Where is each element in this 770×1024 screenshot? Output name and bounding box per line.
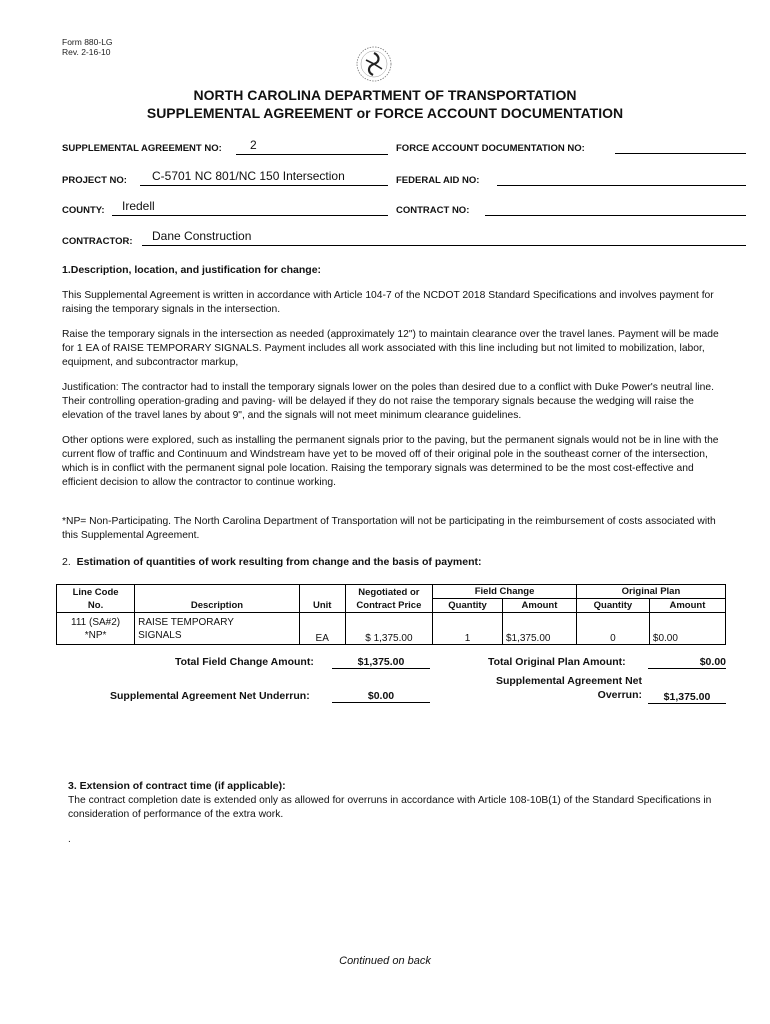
total-original-plan-value: $0.00 <box>648 656 726 669</box>
total-field-change-label: Total Field Change Amount: <box>175 656 314 668</box>
county-value: Iredell <box>122 199 155 213</box>
section3-dot: . <box>68 834 71 845</box>
col-fc-amount-header: Amount <box>502 599 576 613</box>
net-underrun-value: $0.00 <box>332 690 430 703</box>
fa-doc-field[interactable] <box>615 153 746 154</box>
cell-price: $ 1,375.00 <box>345 613 433 645</box>
county-field[interactable] <box>112 199 388 216</box>
description-line-2: SIGNALS <box>138 630 182 641</box>
col-line-code-header-2: No. <box>57 599 135 613</box>
col-field-change-header: Field Change <box>433 585 577 599</box>
cell-description <box>135 613 300 645</box>
ncdot-seal-icon <box>354 44 394 84</box>
description-line-1: RAISE TEMPORARY <box>138 617 234 628</box>
federal-aid-field[interactable] <box>497 185 746 186</box>
line-code-value: 111 (SA#2) <box>71 617 121 628</box>
col-description-spacer <box>135 585 300 599</box>
continued-on-back: Continued on back <box>339 955 431 967</box>
col-unit-spacer <box>299 585 345 599</box>
section2-heading <box>62 556 482 568</box>
section1-justification: Justification: The contractor had to install the temporary signals lower on the poles than desired due to a conflict with Duke Power's neutral line. Their controlling operation-grading and paving- will be delayed if they do not raise the temporary signals because the wedging will raise the elevation of the travel lanes by about 9", and the signals will not meet minimum clearance guidelines. <box>62 382 714 421</box>
fa-doc-label: FORCE ACCOUNT DOCUMENTATION NO: <box>396 143 585 154</box>
total-field-change-value: $1,375.00 <box>332 656 430 669</box>
col-negotiated-header-1: Negotiated or <box>345 585 433 599</box>
net-underrun-label: Supplemental Agreement Net Underrun: <box>110 690 310 702</box>
col-original-plan-header: Original Plan <box>576 585 725 599</box>
section2-heading-text: Estimation of quantities of work resulting from change and the basis of payment: <box>76 556 482 568</box>
sa-no-value: 2 <box>250 138 257 152</box>
section1-other-options: Other options were explored, such as installing the permanent signals prior to the paving, but the permanent signals would not be in line with the current flow of traffic and Continuum and Windstream have yet to be moved off of their original pole in the southeast corner of the intersection, which is in conflict with the permanent signal pole location. Raising the temporary signals was determined to be the most cost-effective and efficient decision to allow the contractor to continue working. <box>62 435 719 488</box>
sa-no-label: SUPPLEMENTAL AGREEMENT NO: <box>62 143 222 154</box>
section1-paragraph-2: Raise the temporary signals in the intersection as needed (approximately 12") to maintain clearance over the travel lanes. Payment will be made for 1 EA of RAISE TEMPORARY SIGNALS. Payment includes all work associated with this line including but not limited to mobilization, labor, equipment, and subcontractor markup, <box>62 329 719 368</box>
section1-np-note: *NP= Non-Participating. The North Carolina Department of Transportation will not be participating in the reimbursement of costs associated with this Supplemental Agreement. <box>62 516 716 541</box>
col-op-quantity-header: Quantity <box>576 599 649 613</box>
project-value: C-5701 NC 801/NC 150 Intersection <box>152 169 345 183</box>
contractor-label: CONTRACTOR: <box>62 236 133 247</box>
col-unit-header: Unit <box>299 599 345 613</box>
contractor-field[interactable] <box>142 229 746 246</box>
section2-number: 2. <box>62 556 71 568</box>
section1-paragraph-1: This Supplemental Agreement is written in accordance with Article 104-7 of the NCDOT 2018 Standard Specifications and involves payment for raising the temporary signals in the intersection. <box>62 290 714 315</box>
contract-field[interactable] <box>485 215 746 216</box>
revision-text: Rev. 2-16-10 <box>62 47 111 57</box>
quantities-table <box>56 584 726 645</box>
cell-fc-amount: $1,375.00 <box>502 613 576 645</box>
col-fc-quantity-header: Quantity <box>433 599 503 613</box>
table-row <box>57 613 726 645</box>
section3-paragraph: The contract completion date is extended only as allowed for overruns in accordance with Article 108-10B(1) of the Standard Specifications in consideration of performance of the extra work. <box>68 795 712 820</box>
project-field[interactable] <box>140 169 388 186</box>
net-overrun-label <box>474 674 642 702</box>
net-overrun-label-2: Overrun: <box>597 689 642 701</box>
contractor-value: Dane Construction <box>152 229 252 243</box>
document-title-line1: NORTH CAROLINA DEPARTMENT OF TRANSPORTATION <box>193 87 577 103</box>
cell-op-amount: $0.00 <box>649 613 725 645</box>
section1-heading: 1.Description, location, and justification for change: <box>62 264 322 276</box>
sa-no-field[interactable] <box>236 138 388 155</box>
col-op-amount-header: Amount <box>649 599 725 613</box>
cell-op-quantity: 0 <box>576 613 649 645</box>
form-number <box>62 37 113 57</box>
cell-unit: EA <box>299 613 345 645</box>
section3-heading: 3. Extension of contract time (if applicable): <box>68 780 286 792</box>
col-line-code-header-1: Line Code <box>57 585 135 599</box>
federal-aid-label: FEDERAL AID NO: <box>396 175 480 186</box>
contract-label: CONTRACT NO: <box>396 205 470 216</box>
net-overrun-label-1: Supplemental Agreement Net <box>495 675 642 687</box>
form-number-text: Form 880-LG <box>62 37 113 47</box>
cell-line-code <box>57 613 135 645</box>
project-label: PROJECT NO: <box>62 175 127 186</box>
total-original-plan-label: Total Original Plan Amount: <box>488 656 626 668</box>
col-negotiated-header-2: Contract Price <box>345 599 433 613</box>
net-overrun-value: $1,375.00 <box>648 691 726 704</box>
cell-fc-quantity: 1 <box>433 613 503 645</box>
col-description-header: Description <box>135 599 300 613</box>
county-label: COUNTY: <box>62 205 105 216</box>
line-code-np: *NP* <box>84 630 107 641</box>
document-title-line2: SUPPLEMENTAL AGREEMENT or FORCE ACCOUNT DOCUMENTATION <box>146 105 624 121</box>
